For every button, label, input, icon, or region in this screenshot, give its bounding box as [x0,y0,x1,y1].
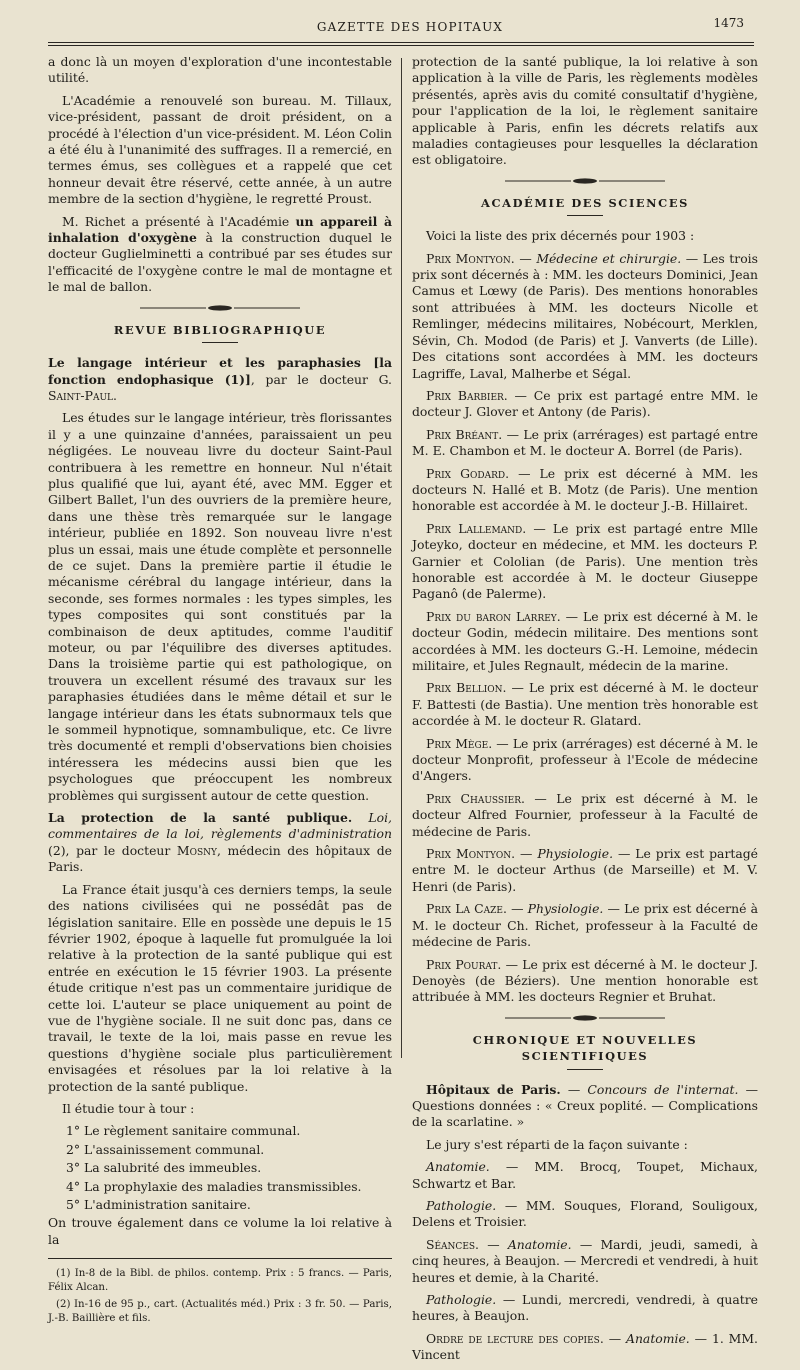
prize-list [412,251,758,1006]
heading-underline [567,215,603,216]
prize-text: — Le prix est décerné à M. le docteur Alfred Fournier, professeur à la Faculté de médecine de Paris. [412,790,758,839]
prize-name: Prix Chaussier. [426,790,525,806]
ornament-divider [505,1014,665,1022]
italic-run: Pathologie. [426,1197,497,1213]
prize-text: — Le prix (arrérages) est décerné à M. le docteur Monprofit, professeur à l'Ecole de médecine d'Angers. [412,735,758,784]
prize-entry [412,427,758,460]
prize-entry [412,957,758,1006]
prize-field: Physiologie. [537,846,614,862]
prize-field: Médecine et chirurgie. [536,250,682,266]
text-run: (2), par le docteur [48,842,177,858]
text-run: — Questions données : « Creux poplité. — Complications de la scarlatine. » [412,1081,758,1130]
prize-text: — Le prix est décerné à M. le docteur J. Denoyès (de Béziers). Une mention honorable est attribuée à MM. les docteurs Regnier et Bruhat. [412,956,758,1005]
text-run: M. Richet a présenté à l'Académie [62,213,296,229]
list-item: 3° La salubrité des immeubles. [66,1160,262,1176]
footnote: (1) In-8 de la Bibl. de philos. contemp. Prix : 5 francs. — Paris, Félix Alcan. [48,1268,392,1293]
text-run: — 1. MM. Vincent [412,1330,758,1363]
italic-run: Concours de l'internat. [587,1081,739,1097]
book-subtitle: Loi, commentaires de la loi, règlements d'administration [48,810,392,842]
right-column [412,54,758,1370]
book-title: Le langage intérieur et les paraphasies [la fonction endophasique (1)] [48,355,392,387]
italic-run: Anatomie. [507,1236,572,1252]
paragraph: Hôpitaux de Paris. — Concours de l'internat. — Questions données : « Creux poplité. — Complications de la scarlatine. » [412,1081,758,1130]
paragraph: L'Académie a renouvelé son bureau. M. Tillaux, vice-président, passant de droit président, on a procédé à l'élection d'un vice-président. M. Léon Colin a été élu à l'unanimité des suffrages. Il a remercié, en termes émus, ses collègues et a rappelé que cet honneur devait être réservé, cette année, à un autre membre de la section d'hygiène, le regretté Proust. [48,92,392,207]
prize-name: Prix Lallemand. [426,520,527,536]
text-run: — Lundi, mercredi, vendredi, à quatre heures, à Beaujon. [412,1292,758,1324]
prize-entry [412,791,758,840]
prize-entry: Prix Montyon. — Physiologie. — Le prix est partagé entre M. le docteur Arthus (de Marseille) et M. V. Henri (de Paris). [412,846,759,894]
prize-name: Prix Mège. [426,735,493,751]
italic-run: Pathologie. [426,1292,497,1307]
paragraph: Le jury s'est réparti de la façon suivante : [426,1136,688,1152]
paragraph [48,214,392,296]
paragraph: Séances. — Anatomie. — Mardi, jeudi, samedi, à cinq heures, à Beaujon. — Mercredi et vendredi, à huit heures et demie, à la Charité. [412,1236,758,1285]
paragraph: Voici la liste des prix décernés pour 1903 : [426,228,695,244]
prize-text: — Le prix est partagé entre Mlle Joteyko, docteur en médecine, et MM. les docteurs P. Garnier et Cololian (de Paris). Une mention très honorable est accordée à M. le docteur Giuseppe Paganô (de Palerme). [412,520,758,602]
list-item: 2° L'assainissement communal. [66,1141,265,1157]
prize-entry [412,388,758,421]
italic-run: Anatomie. [626,1330,690,1346]
text-run: — MM. Brocq, Toupet, Michaux, Schwartz et Bar. [412,1159,758,1191]
footnote: (2) In-16 de 95 p., cart. (Actualités méd.) Prix : 3 fr. 50. — Paris, J.-B. Baillière et fils. [48,1299,392,1324]
prize-name: Prix Pourat. [426,956,502,972]
section-heading-academie [412,195,758,216]
smallcaps-run: Ordre de lecture des copies. [426,1330,604,1346]
list-item: 1° Le règlement sanitaire communal. [66,1123,301,1139]
bold-run: un appareil à inhalation d'oxygène [48,213,392,246]
section-heading-text: ACADÉMIE DES SCIENCES [481,195,689,210]
text-run: à la construction duquel le docteur Guglielminetti a contribué par ses études sur l'efficacité de l'oxygène contre le mal de montagne et le mal de ballon. [48,230,392,295]
paragraph [412,1198,758,1231]
prize-text: — Le prix (arrérages) est partagé entre M. E. Chambon et M. le docteur A. Borrel (de Paris). [412,426,758,459]
prize-field: Physiologie. [527,901,604,917]
prize-name: Prix Montyon. [426,250,515,266]
prize-text: — Le prix est partagé entre M. le docteur Arthus (de Marseille) et M. V. Henri (de Paris). [412,846,759,894]
heading-underline [567,1069,603,1070]
prize-name: Prix Bellion. [426,680,507,696]
prize-text: — Le prix est décerné à M. le docteur Ch. Richet, professeur à la Faculté de médecine de Paris. [412,901,758,950]
prize-entry [412,521,758,603]
heading-underline [202,342,238,343]
ornament-divider [505,177,665,185]
paragraph: La France était jusqu'à ces derniers temps, la seule des nations civilisées qui ne possédât pas de législation sanitaire. Elle en possède une depuis le 15 février 1902, époque à laquelle fut promulguée la loi relative à la protection de la santé publique qui est entrée en exécution le 15 février 1903. La présente étude critique n'est pas un commentaire juridique de cette loi. L'auteur se place uniquement au point de vue de l'hygiène sociale. Il ne suit donc pas, dans ce travail, le texte de la loi, mais passe en revue les questions d'hygiène sociale plus particulièrement envisagées et résolues par la loi relative à la protection de la santé publique. [48,881,392,1094]
list-item: 5° L'administration sanitaire. [66,1197,251,1212]
paragraph: On trouve également dans ce volume la loi relative à la [48,1215,392,1247]
paragraph: Les études sur le langage intérieur, très florissantes il y a une quinzaine d'années, paraissaient un peu négligées. Le nouveau livre du docteur Saint-Paul contribuera à les remettre en honneur. Nul n'était plus qualifié que lui, ayant été, avec MM. Egger et Gilbert Ballet, l'un des ouvriers de la première heure, dans une thèse très remarquée sur le langage intérieur, publiée en 1892. Son nouveau livre n'est plus un essai, mais une étude complète et personnelle de ce sujet. Dans la première partie il étudie le mécanisme cérébral du langage intérieur, dans la seconde, ses formes normales : les types simples, les types composites qui sont constitués par la combinaison de deux aptitudes, comme l'auditif moteur, ou par l'équilibre des diverses aptitudes. Dans la troisième partie qui est pathologique, on trouvera un excellent résumé des travaux sur les paraphasies étudiées dans le même détail et sur le langage intérieur dans les états subnormaux tels que le sommeil hypnotique, somnambulique, etc. Ce livre très documenté et rempli d'observations bien choisies intéressera les médecins aussi bien que les psychologues que préoccupent les nombreux problèmes qui surgissent autour de cette question. [48,410,392,803]
prize-entry [412,680,758,729]
text-run: — MM. Souques, Florand, Souligoux, Delens et Troisier. [412,1197,758,1230]
prize-name: Prix Godard. [426,465,510,481]
prize-name: Prix Barbier. [426,387,508,403]
prize-text: — Ce prix est partagé entre MM. le docteur J. Glover et Antony (de Paris). [412,387,758,420]
book-title: La protection de la santé publique. [48,810,353,826]
text-run: médecin des hôpitaux de Paris. [48,842,392,875]
left-column [48,54,392,1330]
book-author: Mosny, [176,842,221,858]
list-item: 4° La prophylaxie des maladies transmissibles. [66,1178,362,1194]
section-heading-text: CHRONIQUE ET NOUVELLES SCIENTIFIQUES [472,1032,698,1064]
book-entry-heading [48,810,392,876]
text-run: , par le docteur G. [250,371,392,387]
prize-entry: Prix La Caze. — Physiologie. — Le prix est décerné à M. le docteur Ch. Richet, professeur à la Faculté de médecine de Paris. [412,901,758,950]
section-heading-chronique [412,1032,758,1070]
text-run: — Mardi, jeudi, samedi, à cinq heures, à Beaujon. — Mercredi et vendredi, à huit heures et demie, à la Charité. [412,1236,758,1285]
prize-name: Prix Bréant. [426,426,503,442]
prize-name: Prix du baron Larrey. [426,608,561,624]
paragraph: Ordre de lecture des copies. — Anatomie. — 1. MM. Vincent [412,1330,758,1363]
paragraph: Il étudie tour à tour : [62,1100,195,1116]
prize-entry [412,466,758,515]
prize-text: — Le prix est décerné à MM. les docteurs N. Hallé et B. Motz (de Paris). Une mention honorable est accordée à M. le docteur J.-B. Hillairet. [412,465,758,514]
prize-text: — Le prix est décerné à M. le docteur Godin, médecin militaire. Des mentions sont accordées à MM. les docteurs G.-H. Lemoine, médecin militaire, et Jules Regnault, médecin de la marine. [412,608,758,673]
book-entry-heading [48,355,392,404]
italic-run: Anatomie. [426,1159,490,1175]
prize-text: — Le prix est décerné à M. le docteur F. Battesti (de Bastia). Une mention très honorable est accordée à M. le docteur R. Glatard. [412,680,758,729]
prize-name: Prix La Caze. [426,901,507,917]
journal-title: GAZETTE DES HOPITAUX [316,20,504,34]
news-title: Hôpitaux de Paris. [426,1081,561,1097]
prize-entry [412,736,758,785]
paragraph [412,1292,758,1325]
paragraph [412,1159,758,1192]
prize-entry: Prix Montyon. — Médecine et chirurgie. — Les trois prix sont décernés à : MM. les docteurs Dominici, Jean Camus et Lœwy (de Paris). Des mentions honorables sont attribuées à MM. les docteurs Nicolle et Remlinger, médecins militaires, Nobécourt, Merklen, Sévin, Ch. Modod (de Paris) et J. Vanverts (de Lille). Des citations sont accordées à MM. les docteurs Lagriffe, Laval, Malherbe et Ségal. [412,250,758,381]
paragraph: a donc là un moyen d'exploration d'une incontestable utilité. [48,54,392,86]
prize-text: — Les trois prix sont décernés à : MM. les docteurs Dominici, Jean Camus et Lœwy (de Paris). Des mentions honorables sont attribuées à MM. les docteurs Nicolle et Remlinger, médecins militaires, Nobécourt, Merklen, Sévin, Ch. Modod (de Paris) et J. Vanverts (de Lille). Des citations sont accordées à MM. les docteurs Lagriffe, Laval, Malherbe et Ségal. [412,250,758,381]
running-head [60,14,760,38]
page-number: 1473 [713,16,744,30]
ornament-divider [140,304,300,312]
header-rule [48,42,754,46]
smallcaps-run: Séances. [426,1236,479,1252]
book-author: Saint-Paul. [48,387,117,403]
section-heading-text: REVUE BIBLIOGRAPHIQUE [113,322,327,337]
section-heading-revue [48,322,392,343]
column-divider [401,58,402,1058]
paragraph: protection de la santé publique, la loi relative à son application à la ville de Paris, les règlements modèles présentés, après avis du comité consultatif d'hygiène, pour l'application de la loi, le règlement sanitaire applicable à Paris, enfin les décrets relatifs aux maladies contagieuses pour lesquelles la déclaration est obligatoire. [412,54,758,168]
prize-name: Prix Montyon. [426,846,516,862]
footnote-rule [48,1258,392,1259]
prize-entry [412,609,758,675]
